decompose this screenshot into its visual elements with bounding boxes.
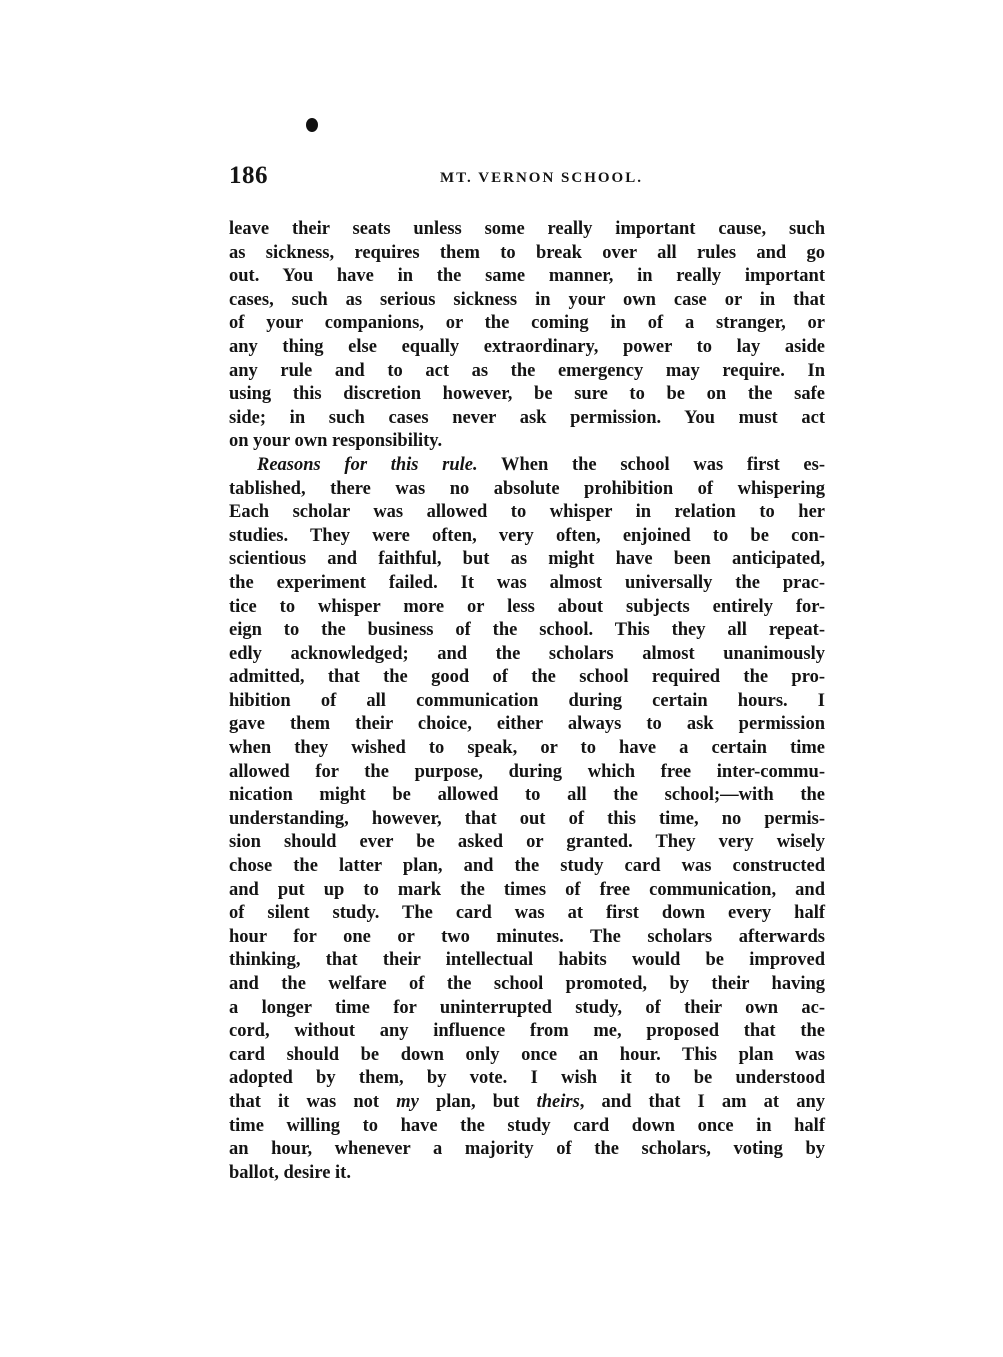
text-line: tablished, there was no absolute prohibition of whispering <box>229 478 825 499</box>
text-line: edly acknowledged; and the scholars almost unanimously <box>229 643 825 664</box>
text-line: admitted, that the good of the school required the pro- <box>229 667 825 688</box>
text-line: sion should ever be asked or granted. They very wisely <box>229 832 825 853</box>
text-line: cord, without any influence from me, proposed that the <box>229 1021 825 1042</box>
text-line: the experiment failed. It was almost universally the prac- <box>229 572 825 593</box>
text-line: eign to the business of the school. This they all repeat- <box>229 620 825 641</box>
text-line: of silent study. The card was at first down every half <box>229 903 825 924</box>
text-line: and the welfare of the school promoted, by their having <box>229 974 825 994</box>
body-text <box>229 218 825 1185</box>
text-line: side; in such cases never ask permission. You must act <box>229 407 825 428</box>
text-line: gave them their choice, either always to ask permission <box>229 714 825 735</box>
text-line: Each scholar was allowed to whisper in relation to her <box>229 502 825 523</box>
emphasis-theirs: theirs <box>536 1091 580 1112</box>
text-line: using this discretion however, be sure to be on the safe <box>229 384 825 405</box>
text-line: chose the latter plan, and the study card was constructed <box>229 856 825 877</box>
text-line: when they wished to speak, or to have a certain time <box>229 738 825 759</box>
running-head: MT. VERNON SCHOOL. <box>440 170 643 186</box>
ink-spot <box>306 118 318 132</box>
text-line: any thing else equally extraordinary, power to lay aside <box>229 336 825 357</box>
text-line: of your companions, or the coming in of a stranger, or <box>229 313 825 334</box>
text-line: ballot, desire it. <box>229 1162 351 1183</box>
text-line: thinking, that their intellectual habits would be improved <box>229 950 825 971</box>
text-line: studies. They were often, very often, enjoined to be con- <box>229 525 825 546</box>
text-fragment: plan, but <box>418 1091 537 1112</box>
text-line: allowed for the purpose, during which free inter-commu- <box>229 761 825 782</box>
text-line: an hour, whenever a majority of the scholars, voting by <box>229 1139 825 1160</box>
reasons-line-rest: When the school was first es- <box>477 454 825 475</box>
text-line: hibition of all communication during certain hours. I <box>229 690 825 711</box>
text-line: time willing to have the study card down once in half <box>229 1115 825 1136</box>
text-line <box>229 1091 825 1115</box>
text-line: scientious and faithful, but as might have been anticipated, <box>229 549 825 570</box>
text-line: card should be down only once an hour. This plan was <box>229 1044 825 1065</box>
reasons-line <box>229 454 825 478</box>
text-line: as sickness, requires them to break over all rules and go <box>229 242 825 263</box>
text-fragment: , and that I am at any <box>579 1091 825 1112</box>
text-line: adopted by them, by vote. I wish it to be understood <box>229 1068 825 1089</box>
emphasis-my: my <box>396 1091 419 1112</box>
text-line: a longer time for uninterrupted study, of their own ac- <box>229 997 825 1018</box>
text-line: any rule and to act as the emergency may require. In <box>229 360 825 381</box>
text-line: on your own responsibility. <box>229 431 443 452</box>
page-number: 186 <box>229 162 268 189</box>
text-line: tice to whisper more or less about subjects entirely for- <box>229 596 825 617</box>
text-line: and put up to mark the times of free communication, and <box>229 879 825 900</box>
text-line: nication might be allowed to all the school;—with the <box>229 785 825 806</box>
text-line: understanding, however, that out of this time, no permis- <box>229 808 825 829</box>
text-line: leave their seats unless some really important cause, such <box>229 219 825 239</box>
text-line: hour for one or two minutes. The scholars afterwards <box>229 926 825 947</box>
text-line: out. You have in the same manner, in really important <box>229 266 825 287</box>
text-fragment: that it was not <box>229 1091 397 1112</box>
reasons-heading: Reasons for this rule. <box>257 454 478 475</box>
text-line: cases, such as serious sickness in your own case or in that <box>229 289 825 310</box>
